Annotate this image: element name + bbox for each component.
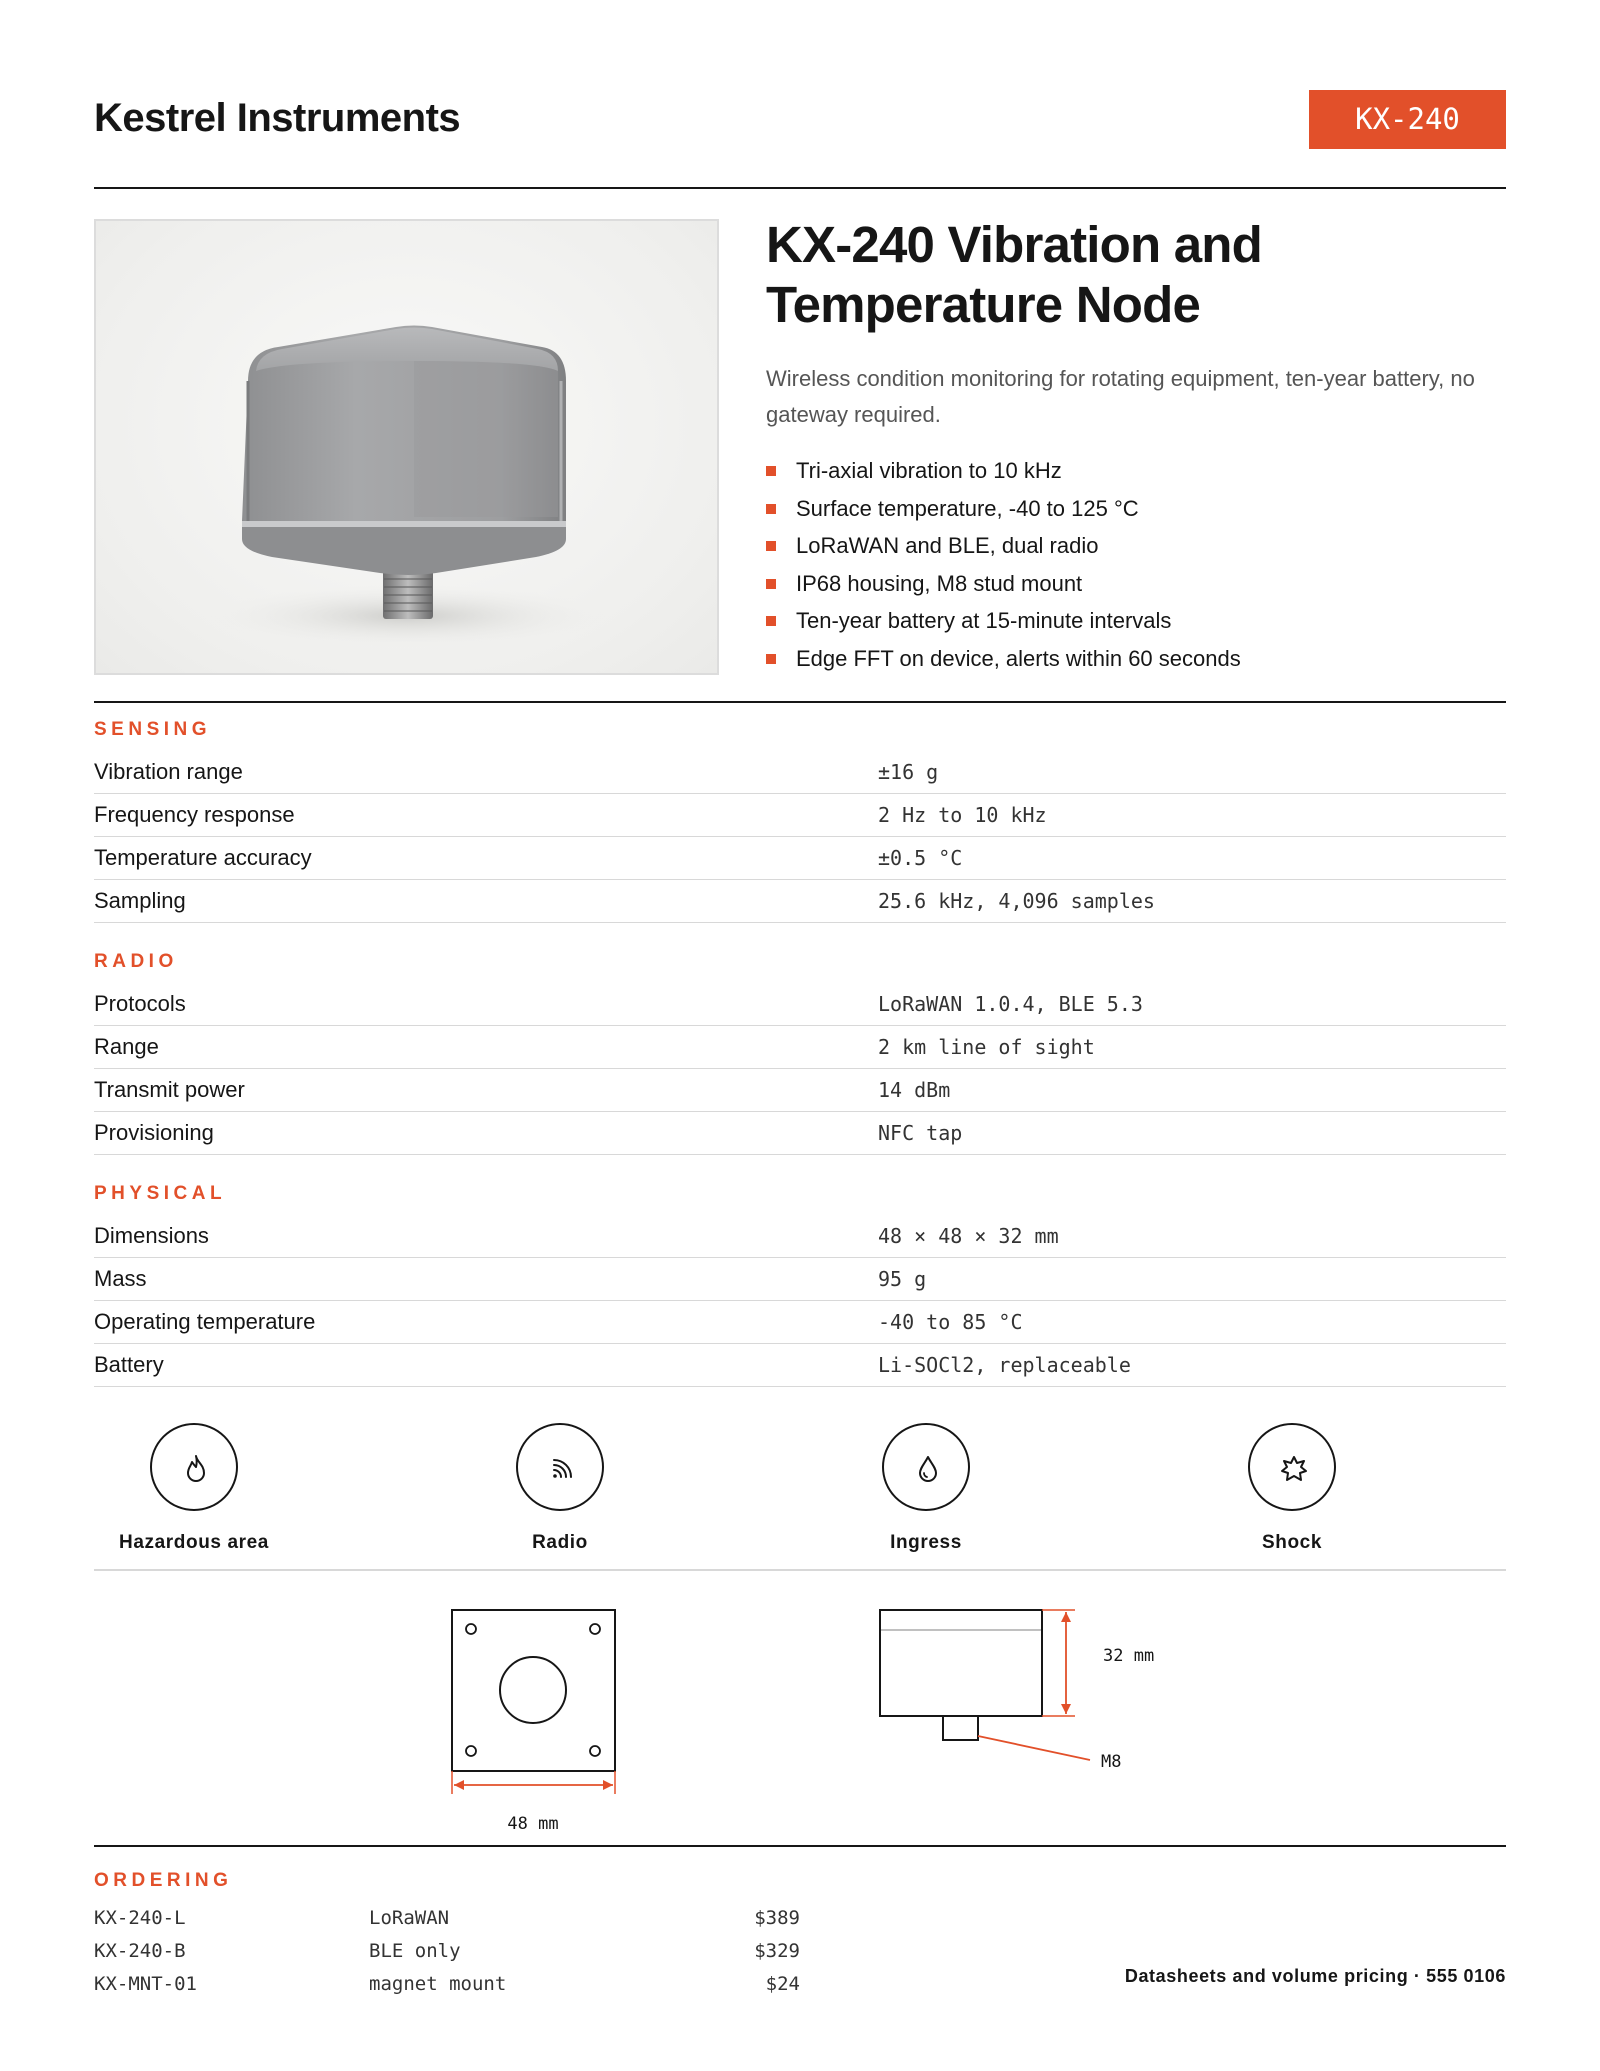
order-row [94, 1907, 814, 1940]
spec-value: 48 × 48 × 32 mm [878, 1224, 1059, 1248]
spec-value: 25.6 kHz, 4,096 samples [878, 889, 1155, 913]
datasheet-page [94, 0, 1506, 2071]
spec-row [94, 1301, 1506, 1344]
brand-name: Kestrel Instruments [94, 96, 461, 140]
ordering-rule [94, 1845, 1506, 1847]
bullet-square-icon [766, 616, 776, 626]
spec-value: -40 to 85 °C [878, 1310, 1023, 1334]
spec-row [94, 1112, 1506, 1155]
feature-text: LoRaWAN and BLE, dual radio [796, 533, 1099, 558]
cert-label: Ingress [890, 1532, 962, 1553]
spec-label: Frequency response [94, 802, 295, 827]
spec-value: 2 Hz to 10 kHz [878, 803, 1047, 827]
specs-rule [94, 701, 1506, 703]
feature-item [766, 490, 1241, 528]
spec-value: 95 g [878, 1267, 927, 1291]
water-drop-icon [912, 1453, 944, 1485]
spec-label: Vibration range [94, 759, 243, 784]
spec-label: Operating temperature [94, 1309, 316, 1334]
cert-ingress [776, 1423, 1076, 1554]
order-description: BLE only [369, 1940, 461, 1962]
feature-text: Surface temperature, -40 to 125 °C [796, 495, 1139, 521]
order-sku: KX-MNT-01 [94, 1973, 197, 1995]
section-heading-ordering: ORDERING [94, 1870, 233, 1891]
sensor-node-image [96, 221, 719, 675]
product-photo [94, 219, 719, 675]
order-description: magnet mount [369, 1973, 507, 1995]
spec-value: ±16 g [878, 760, 939, 784]
spec-label: Protocols [94, 991, 186, 1016]
product-title-line1: KX-240 Vibration and [766, 216, 1263, 273]
order-sku: KX-240-B [94, 1940, 186, 1962]
feature-text: Tri-axial vibration to 10 kHz [796, 458, 1062, 483]
cert-icon-circle [150, 1423, 238, 1511]
spec-value: 14 dBm [878, 1078, 951, 1102]
feature-text: Ten-year battery at 15-minute intervals [796, 608, 1172, 633]
model-badge: KX-240 [1309, 90, 1506, 149]
side-view-outline [880, 1610, 1042, 1740]
bullet-square-icon [766, 654, 776, 664]
spec-row [94, 1215, 1506, 1258]
cert-label: Shock [1261, 1532, 1323, 1553]
spec-label: Dimensions [94, 1223, 209, 1248]
order-price: $24 [765, 1973, 800, 1995]
header-rule [94, 187, 1506, 189]
cert-label: Hazardous area [119, 1532, 269, 1553]
height-dimension-label: 32 mm [1103, 1646, 1155, 1666]
section-heading-radio: RADIO [94, 951, 178, 972]
product-title [766, 215, 1506, 335]
spec-value: 2 km line of sight [878, 1035, 1095, 1059]
spec-row [94, 1069, 1506, 1112]
spec-label: Transmit power [94, 1077, 245, 1102]
spec-row [94, 751, 1506, 794]
spec-label: Battery [94, 1352, 164, 1377]
spec-row [94, 794, 1506, 837]
cert-radio [410, 1423, 710, 1554]
icons-rule [94, 1569, 1506, 1571]
spec-row [94, 1026, 1506, 1069]
cert-icon-circle [516, 1423, 604, 1511]
spec-label: Provisioning [94, 1120, 214, 1145]
order-description: LoRaWAN [369, 1907, 450, 1929]
section-heading-physical: PHYSICAL [94, 1183, 227, 1204]
stud-leader-line [978, 1736, 1090, 1760]
feature-item [766, 565, 1241, 603]
feature-text: IP68 housing, M8 stud mount [796, 570, 1083, 596]
height-dimension [1042, 1610, 1075, 1716]
spec-label: Temperature accuracy [94, 845, 312, 870]
width-dimension-label: 48 mm [507, 1814, 559, 1834]
product-lead: Wireless condition monitoring for rotating equipment, ten-year battery, no gateway required. [766, 366, 1475, 427]
spec-row [94, 880, 1506, 923]
bullet-square-icon [766, 579, 776, 589]
spec-value: ±0.5 °C [878, 846, 963, 870]
flame-icon [180, 1453, 212, 1485]
feature-item [766, 527, 1241, 565]
top-view-outline [452, 1610, 615, 1771]
cert-icon-circle [882, 1423, 970, 1511]
order-row [94, 1940, 814, 1973]
bullet-square-icon [766, 466, 776, 476]
spec-row [94, 837, 1506, 880]
order-price: $389 [754, 1907, 800, 1929]
feature-item [766, 602, 1241, 640]
feature-item [766, 640, 1241, 678]
radio-waves-icon [546, 1453, 578, 1485]
bullet-square-icon [766, 541, 776, 551]
contact-line: Datasheets and volume pricing · 555 0106 [1124, 1966, 1506, 1986]
section-heading-sensing: SENSING [94, 719, 212, 740]
spec-row [94, 1344, 1506, 1387]
spec-row [94, 983, 1506, 1026]
product-title-line2: Temperature Node [766, 276, 1201, 333]
spec-value: LoRaWAN 1.0.4, BLE 5.3 [878, 992, 1143, 1016]
cert-hazardous-area [44, 1423, 344, 1554]
order-price: $329 [754, 1940, 800, 1962]
burst-icon [1278, 1453, 1310, 1485]
stud-label: M8 [1101, 1752, 1122, 1772]
dimension-drawing [94, 1595, 1506, 1835]
cert-icon-circle [1248, 1423, 1336, 1511]
spec-label: Range [94, 1034, 159, 1059]
spec-value: Li-SOCl2, replaceable [878, 1353, 1131, 1377]
spec-value: NFC tap [878, 1121, 963, 1145]
bullet-square-icon [766, 504, 776, 514]
feature-list [766, 452, 1241, 677]
cert-shock [1142, 1423, 1442, 1554]
cert-label: Radio [532, 1532, 588, 1553]
order-sku: KX-240-L [94, 1907, 186, 1929]
spec-row [94, 1258, 1506, 1301]
spec-label: Sampling [94, 888, 186, 913]
feature-item [766, 452, 1241, 490]
feature-text: Edge FFT on device, alerts within 60 seconds [796, 645, 1241, 671]
width-dimension [452, 1771, 615, 1794]
order-row [94, 1973, 814, 2006]
spec-label: Mass [94, 1266, 147, 1291]
